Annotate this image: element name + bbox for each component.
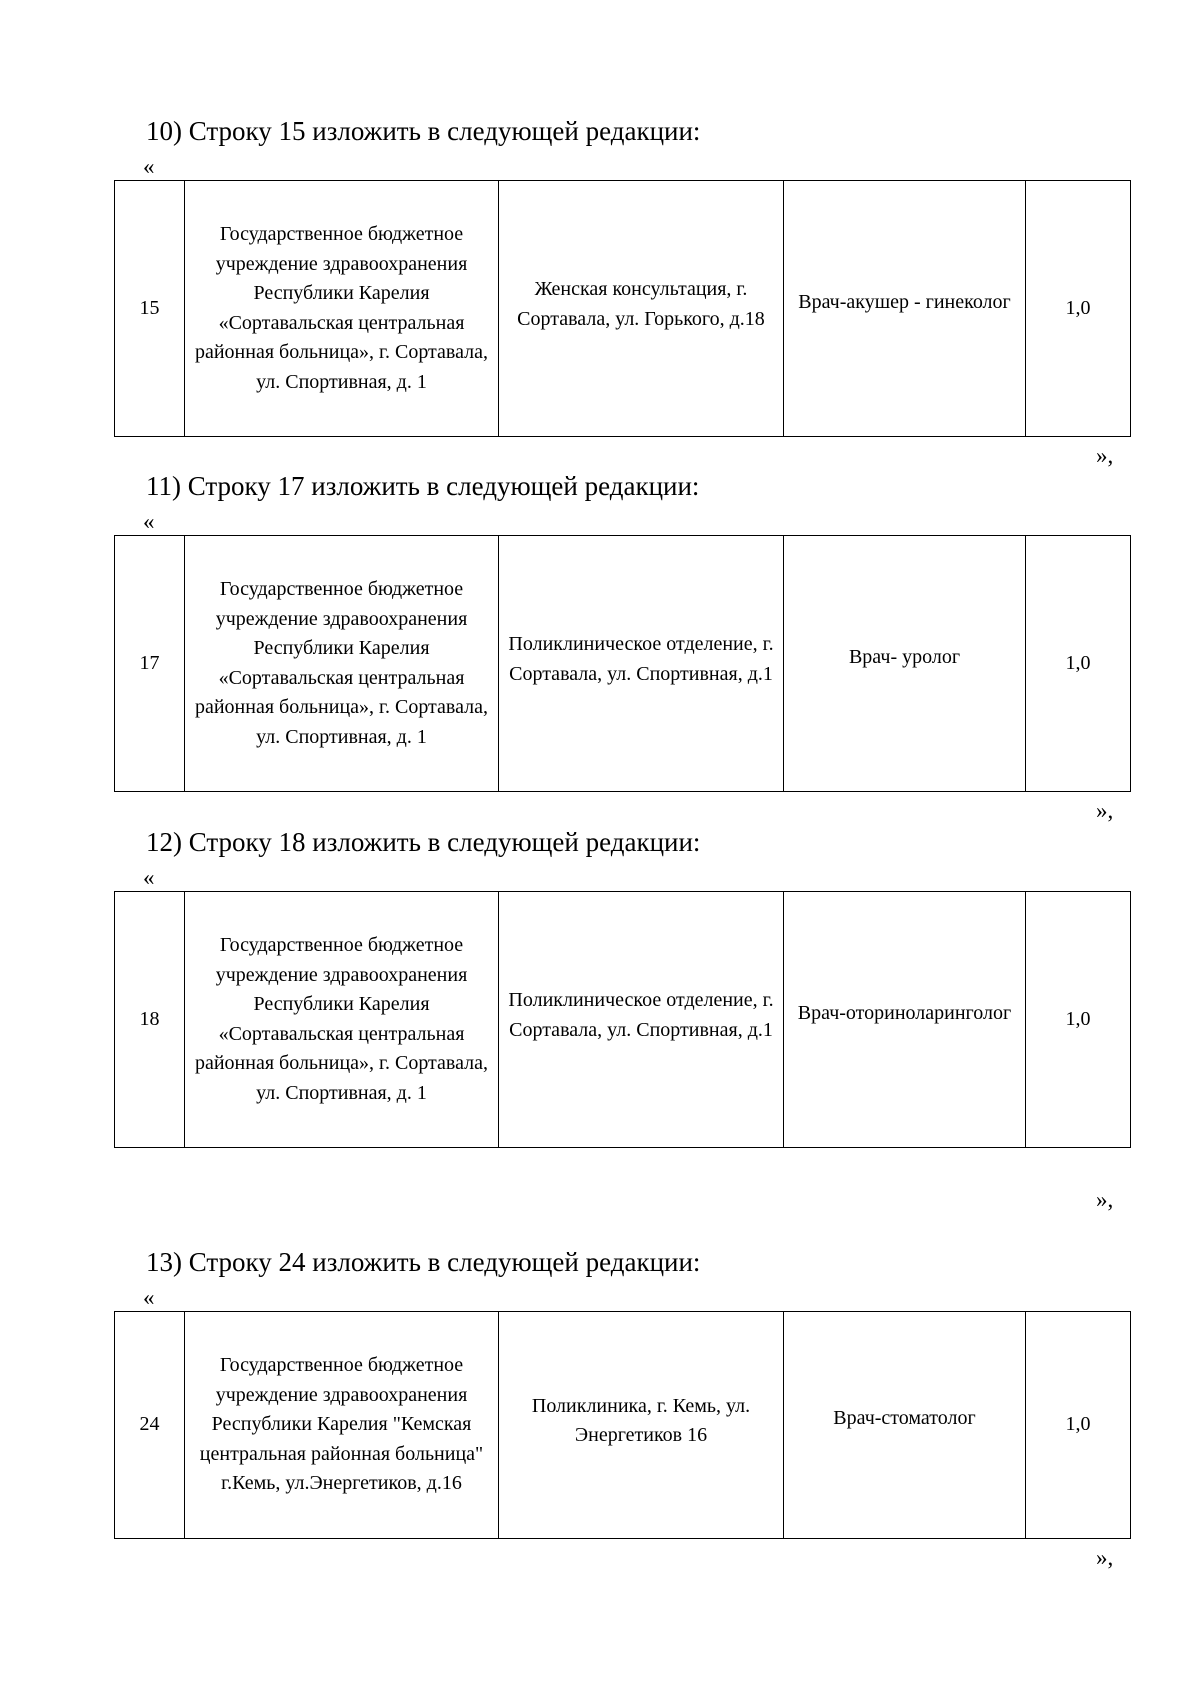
address-cell: Женская консультация, г. Сортавала, ул. Горького, д.18 — [499, 181, 784, 437]
table-row — [115, 892, 1131, 1148]
replacement-row-table — [114, 180, 1131, 437]
closing-quote: », — [1096, 1187, 1114, 1212]
position-cell: Врач-оториноларинголог — [784, 892, 1026, 1148]
replacement-row-table — [114, 535, 1131, 792]
position-cell: Врач- уролог — [784, 536, 1026, 792]
address-cell: Поликлиническое отделение, г. Сортавала, ул. Спортивная, д.1 — [499, 892, 784, 1148]
address-cell: Поликлиническое отделение, г. Сортавала, ул. Спортивная, д.1 — [499, 536, 784, 792]
organization-cell: Государственное бюджетное учреждение здравоохранения Республики Карелия "Кемская центральная районная больница" г.Кемь, ул.Энергетиков, д.16 — [185, 1312, 499, 1539]
section-heading: 11) Строку 17 изложить в следующей редакции: — [146, 471, 700, 501]
row-number-cell: 15 — [115, 181, 185, 437]
row-number-cell: 24 — [115, 1312, 185, 1539]
closing-quote: », — [1096, 798, 1114, 823]
opening-quote: « — [143, 1285, 155, 1310]
opening-quote: « — [143, 509, 155, 534]
organization-cell: Государственное бюджетное учреждение здравоохранения Республики Карелия «Сортавальская центральная районная больница», г. Сортавала, ул. Спортивная, д. 1 — [185, 181, 499, 437]
closing-quote: », — [1096, 443, 1114, 468]
row-number-cell: 18 — [115, 892, 185, 1148]
rate-cell: 1,0 — [1026, 892, 1131, 1148]
organization-cell: Государственное бюджетное учреждение здравоохранения Республики Карелия «Сортавальская центральная районная больница», г. Сортавала, ул. Спортивная, д. 1 — [185, 892, 499, 1148]
section-heading: 13) Строку 24 изложить в следующей редакции: — [146, 1247, 701, 1277]
table-row — [115, 536, 1131, 792]
table-row — [115, 1312, 1131, 1539]
position-cell: Врач-акушер - гинеколог — [784, 181, 1026, 437]
row-number-cell: 17 — [115, 536, 185, 792]
closing-quote: », — [1096, 1545, 1114, 1570]
section-heading: 10) Строку 15 изложить в следующей редакции: — [146, 116, 701, 146]
address-cell: Поликлиника, г. Кемь, ул. Энергетиков 16 — [499, 1312, 784, 1539]
rate-cell: 1,0 — [1026, 536, 1131, 792]
opening-quote: « — [143, 154, 155, 179]
rate-cell: 1,0 — [1026, 181, 1131, 437]
table-row — [115, 181, 1131, 437]
organization-cell: Государственное бюджетное учреждение здравоохранения Республики Карелия «Сортавальская центральная районная больница», г. Сортавала, ул. Спортивная, д. 1 — [185, 536, 499, 792]
position-cell: Врач-стоматолог — [784, 1312, 1026, 1539]
section-heading: 12) Строку 18 изложить в следующей редакции: — [146, 827, 701, 857]
replacement-row-table — [114, 891, 1131, 1148]
replacement-row-table — [114, 1311, 1131, 1539]
opening-quote: « — [143, 865, 155, 890]
rate-cell: 1,0 — [1026, 1312, 1131, 1539]
